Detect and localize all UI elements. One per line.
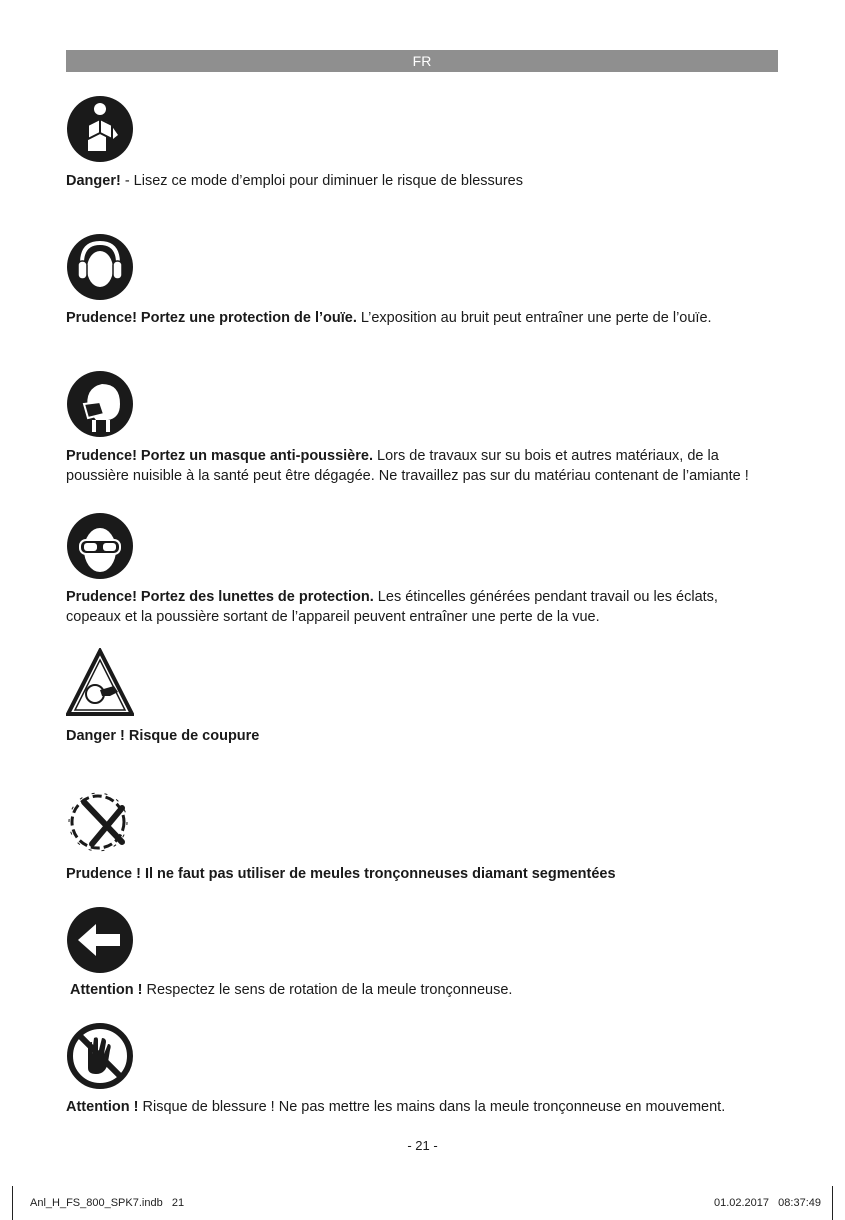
language-header-bar (66, 50, 778, 72)
dust-mask-icon (66, 370, 134, 438)
read-manual-icon (66, 95, 134, 163)
warning-text-hearing-protection: Prudence! Portez une protection de l’ouïe. L’exposition au bruit peut entraîner une perte de l’ouïe. (66, 310, 712, 326)
language-label: FR (412, 53, 432, 69)
warning-text-rotation: Attention ! Respectez le sens de rotation de la meule tronçonneuse. (70, 982, 513, 998)
footer-timestamp: 01.02.2017 08:37:49 (713, 1197, 821, 1209)
rotation-direction-arrow-icon (66, 906, 134, 974)
no-segmented-diamond-disc-icon (66, 788, 134, 856)
hearing-protection-icon (66, 233, 134, 301)
cut-hazard-icon (66, 648, 134, 716)
no-hands-icon (66, 1022, 134, 1090)
warning-text-dust-mask: Prudence! Portez un masque anti-poussière. Lors de travaux sur su bois et autres matériaux, de la poussière nuisible à la santé peut être dégagée. Ne travaillez pas sur du matériau contenant de l’amiante ! (66, 448, 749, 484)
page-number: - 21 - (407, 1138, 438, 1153)
warning-text-segmented-disc: Prudence ! Il ne faut pas utiliser de meules tronçonneuses diamant segmentées (66, 866, 616, 882)
warning-text-read-manual: Danger! - Lisez ce mode d’emploi pour diminuer le risque de blessures (66, 173, 523, 189)
crop-mark-right (832, 1186, 833, 1220)
warning-text-safety-goggles: Prudence! Portez des lunettes de protection. Les étincelles générées pendant travail ou les éclats, copeaux et la poussière sortant de l’appareil peuvent entraîner une perte de la vue. (66, 589, 718, 625)
warning-text-no-hands: Attention ! Risque de blessure ! Ne pas mettre les mains dans la meule tronçonneuse en mouvement. (66, 1099, 726, 1115)
safety-goggles-icon (66, 512, 134, 580)
footer-file-name: Anl_H_FS_800_SPK7.indb 21 (30, 1197, 185, 1209)
crop-mark-left (12, 1186, 13, 1220)
warning-text-cut-hazard: Danger ! Risque de coupure (66, 728, 260, 744)
